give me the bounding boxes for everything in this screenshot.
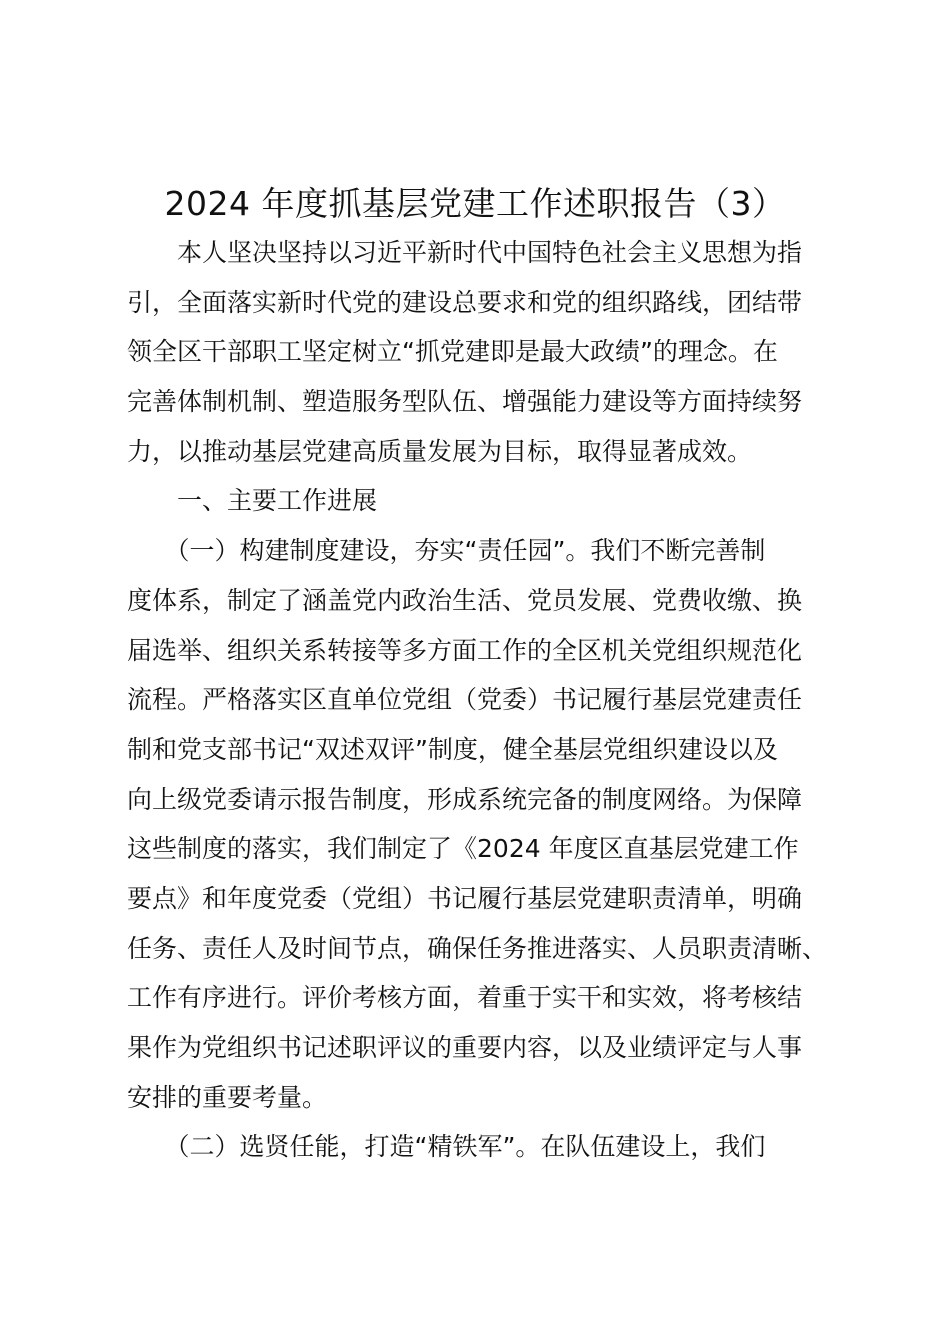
paragraph-line: 安排的重要考量。	[127, 1082, 328, 1112]
paragraph-line: 这些制度的落实，我们制定了《2024 年度区直基层党建工作	[127, 834, 799, 864]
paragraph-line: 完善体制机制、塑造服务型队伍、增强能力建设等方面持续努	[127, 387, 803, 417]
paragraph-line: （一）构建制度建设，夯实“责任园”。我们不断完善制	[127, 536, 766, 566]
paragraph-line: （二）选贤任能，打造“精铁军”。在队伍建设上，我们	[127, 1132, 766, 1162]
paragraph-line: 届选举、组织关系转接等多方面工作的全区机关党组织规范化	[127, 635, 803, 665]
document-title: 2024 年度抓基层党建工作述职报告（3）	[164, 184, 786, 223]
paragraph-line: 引，全面落实新时代党的建设总要求和党的组织路线，团结带	[127, 287, 803, 317]
paragraph-line: 领全区干部职工坚定树立“抓党建即是最大政绩”的理念。在	[127, 337, 778, 367]
paragraph-line: 力，以推动基层党建高质量发展为目标，取得显著成效。	[127, 436, 753, 466]
paragraph-line: 流程。严格落实区直单位党组（党委）书记履行基层党建责任	[127, 685, 803, 715]
paragraph-line: 制和党支部书记“双述双评”制度，健全基层党组织建设以及	[127, 734, 778, 764]
paragraph-line: 度体系，制定了涵盖党内政治生活、党员发展、党费收缴、换	[127, 585, 803, 615]
paragraph-line: 工作有序进行。评价考核方面，着重于实干和实效，将考核结	[127, 983, 803, 1013]
paragraph-line: 任务、责任人及时间节点，确保任务推进落实、人员职责清晰、	[127, 933, 828, 963]
section-heading: 一、主要工作进展	[127, 486, 378, 516]
paragraph-line: 向上级党委请示报告制度，形成系统完备的制度网络。为保障	[127, 784, 803, 814]
paragraph-line: 要点》和年度党委（党组）书记履行基层党建职责清单，明确	[127, 883, 803, 913]
paragraph-line: 本人坚决坚持以习近平新时代中国特色社会主义思想为指	[127, 238, 803, 267]
paragraph-line: 果作为党组织书记述职评议的重要内容，以及业绩评定与人事	[127, 1033, 803, 1062]
document-body	[127, 228, 843, 1172]
